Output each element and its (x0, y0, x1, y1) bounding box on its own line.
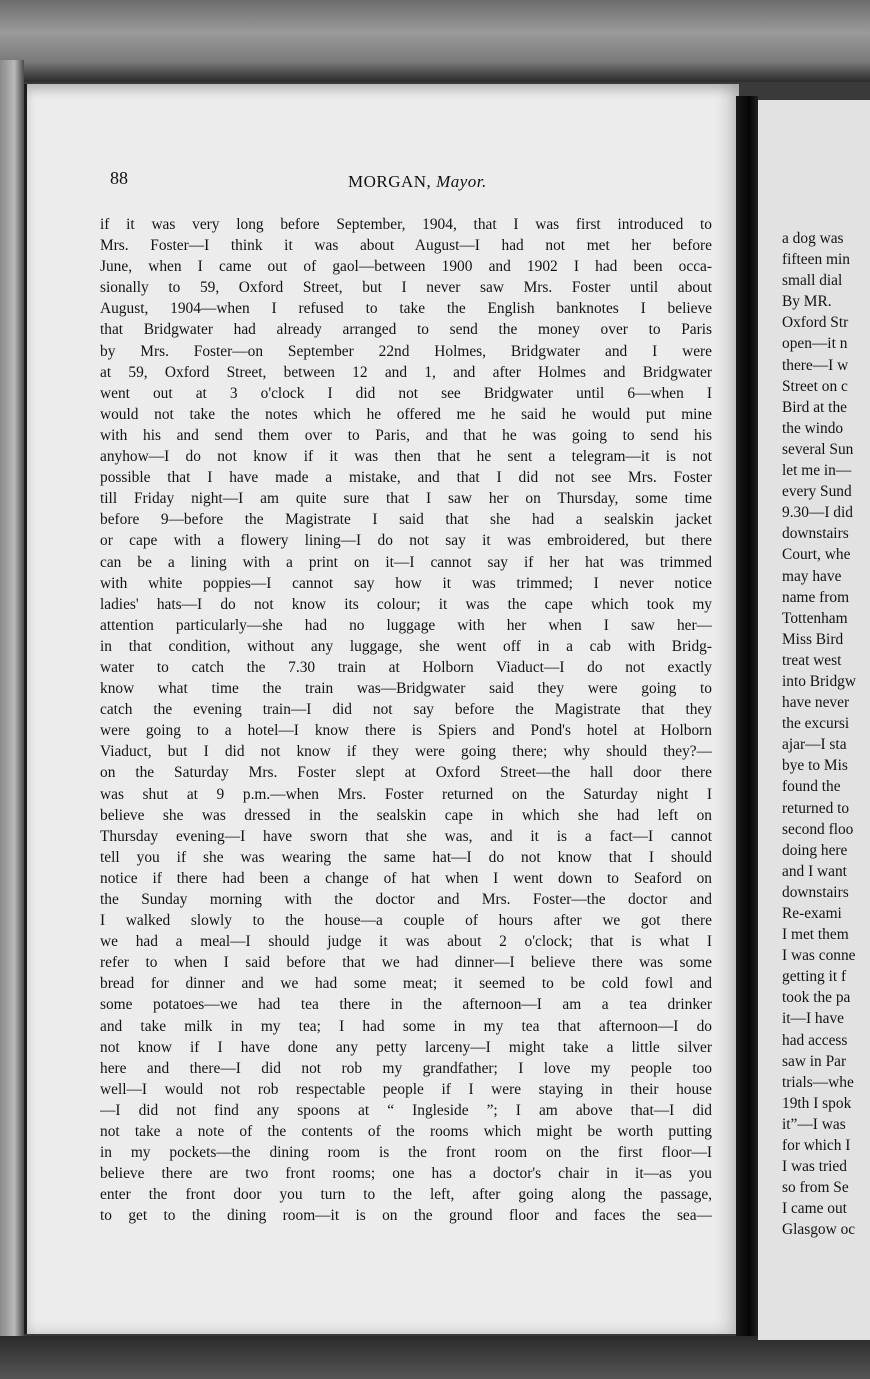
text-line: Mrs. Foster—I think it was about August—I had not met her before (100, 237, 712, 255)
text-line: notice if there had been a change of hat when I went down to Seaford on (100, 869, 712, 887)
book-page-right (758, 100, 870, 1340)
text-line: know what time the train was—Bridgwater said they were going to (100, 680, 712, 698)
right-page-line: every Sund (782, 483, 852, 501)
page-header (110, 168, 730, 198)
scan-background-top (0, 0, 870, 82)
right-page-line: downstairs (782, 883, 849, 901)
right-page-line: found the (782, 778, 841, 796)
text-line: in my pockets—the dining room is the front room on the first floor—I (100, 1144, 712, 1162)
text-line: that Bridgwater had already arranged to send the money over to Paris (100, 321, 712, 339)
text-line: the Sunday morning with the doctor and Mrs. Foster—the doctor and (100, 891, 712, 908)
right-page-line: Bird at the (782, 398, 847, 416)
text-line: by Mrs. Foster—on September 22nd Holmes, Bridgwater and I were (100, 342, 712, 360)
text-line: can be a lining with a print on it—I cannot say if her hat was trimmed (100, 553, 712, 571)
right-page-line: downstairs (782, 525, 849, 543)
text-line: ladies' hats—I do not know its colour; it was the cape which took my (100, 595, 712, 613)
right-page-line: the windo (782, 419, 844, 437)
right-page-line: have never (782, 694, 850, 712)
right-page-line: open—it n (782, 335, 848, 353)
right-page-line: Court, whe (782, 546, 851, 564)
text-line: well—I would not rob respectable people if I were staying in their house (100, 1080, 712, 1098)
right-page-line: let me in— (782, 462, 852, 480)
right-page-line: 9.30—I did (782, 504, 853, 522)
text-line: enter the front door you turn to the left, after going along the passage, (100, 1186, 712, 1204)
book-gutter (736, 96, 758, 1336)
right-page-line: returned to (782, 799, 850, 817)
right-page-line: had access (782, 1031, 848, 1049)
right-page-line: second floo (782, 820, 854, 838)
right-page-line: Re-exami (782, 905, 842, 922)
right-page-line: several Sun (782, 440, 854, 458)
text-line: before 9—before the Magistrate I said that she had a sealskin jacket (100, 511, 712, 529)
running-head (348, 172, 487, 192)
text-line: not take a note of the contents of the rooms which might be worth putting (100, 1123, 712, 1141)
text-line: not know if I have done any petty larceny—I might take a little silver (100, 1038, 712, 1056)
right-page-line: may have (782, 567, 842, 585)
text-line: June, when I came out of gaol—between 1900 and 1902 I had been occa- (100, 258, 712, 276)
right-page-line: Street on c (782, 377, 848, 395)
text-line: if it was very long before September, 1904, that I was first introduced to (100, 216, 712, 233)
right-page-line: a dog was (782, 230, 844, 247)
right-page-line: ajar—I sta (782, 736, 847, 754)
text-line: I walked slowly to the house—a couple of hours after we got there (100, 912, 712, 930)
text-line: Viaduct, but I did not know if they were going there; why should they?— (100, 743, 712, 761)
running-head-title: Mayor. (436, 172, 487, 191)
text-line: and take milk in my tea; I had some in my tea that afternoon—I do (100, 1017, 712, 1035)
right-page-line: there—I w (782, 356, 849, 374)
text-line: in that condition, without any luggage, she went off in a cab with Bridg- (100, 637, 712, 655)
text-line: tell you if she was wearing the same hat—I do not know that I should (100, 848, 712, 866)
text-line: anyhow—I do not know if it was then that he sent a telegram—it is not (100, 448, 712, 466)
text-line: with white poppies—I cannot say how it was trimmed; I never notice (100, 574, 712, 592)
right-page-line: getting it f (782, 968, 847, 986)
right-page-line: it—I have (782, 1010, 844, 1028)
text-line: believe there are two front rooms; one has a doctor's chair in it—as you (100, 1165, 712, 1183)
text-line: went out at 3 o'clock I did not see Bridgwater until 6—when I (100, 384, 712, 402)
body-text (100, 214, 712, 1227)
text-line: on the Saturday Mrs. Foster slept at Oxford Street—the hall door there (100, 764, 712, 782)
right-page-line: saw in Par (782, 1052, 847, 1070)
text-line: possible that I have made a mistake, and that I did not see Mrs. Foster (100, 469, 712, 487)
right-page-line: Miss Bird (782, 630, 844, 648)
text-line: Thursday evening—I have sworn that she was, and it is a fact—I cannot (100, 827, 712, 845)
text-line: at 59, Oxford Street, between 12 and 1, and after Holmes and Bridgwater (100, 363, 712, 381)
right-page-line: took the pa (782, 989, 851, 1007)
page-number: 88 (110, 168, 128, 188)
text-line: till Friday night—I am quite sure that I saw her on Thursday, some time (100, 490, 712, 508)
right-page-line: small dial (782, 272, 843, 290)
right-page-line: into Bridgw (782, 672, 856, 690)
right-page-line: bye to Mis (782, 757, 848, 775)
right-page-line: I was conne (782, 947, 856, 965)
text-line: August, 1904—when I refused to take the English banknotes I believe (100, 300, 712, 318)
text-line: believe she was dressed in the sealskin cape in which she had left on (100, 806, 712, 824)
right-page-line: I was tried (782, 1158, 847, 1176)
text-line: some potatoes—we had tea there in the afternoon—I am a tea drinker (100, 996, 712, 1014)
right-page-line: doing here (782, 841, 848, 859)
right-page-line: and I want (782, 862, 847, 880)
running-head-name: MORGAN, (348, 172, 437, 191)
right-page-line: By MR. (782, 293, 832, 311)
text-line: catch the evening train—I did not say before the Magistrate that they (100, 701, 712, 719)
right-page-line: Oxford Str (782, 314, 849, 332)
text-line: sionally to 59, Oxford Street, but I never saw Mrs. Foster until about (100, 279, 712, 297)
right-page-line: the excursi (782, 715, 850, 733)
right-page-line: I met them (782, 926, 849, 944)
text-line: water to catch the 7.30 train at Holborn Viaduct—I do not exactly (100, 658, 712, 676)
right-page-line: name from (782, 588, 850, 606)
right-page-line: fifteen min (782, 251, 850, 269)
text-line: to get to the dining room—it is on the ground floor and faces the sea— (100, 1207, 712, 1225)
text-line: here and there—I did not rob my grandfather; I love my people too (100, 1059, 712, 1077)
text-line: refer to when I said before that we had dinner—I believe there was some (100, 954, 712, 972)
right-page-line: so from Se (782, 1179, 849, 1197)
right-page-line: Tottenham (782, 609, 848, 627)
scan-background-left (0, 60, 24, 1379)
text-line: were going to a hotel—I know there is Spiers and Pond's hotel at Holborn (100, 722, 712, 740)
right-page-line: treat west (782, 651, 842, 669)
right-page-text (782, 228, 870, 1241)
right-page-line: for which I (782, 1137, 851, 1155)
text-line: or cape with a flowery lining—I do not say it was embroidered, but there (100, 532, 712, 550)
right-page-line: it”—I was (782, 1115, 846, 1133)
right-page-line: trials—whe (782, 1073, 854, 1091)
right-page-line: I came out (782, 1200, 847, 1218)
scan-background-bottom (0, 1336, 870, 1379)
text-line: attention particularly—she had no luggage with her when I saw her— (100, 616, 712, 634)
text-line: with his and send them over to Paris, and that he was going to send his (100, 426, 712, 444)
right-page-line: 19th I spok (782, 1094, 852, 1112)
text-line: —I did not find any spoons at “ Ingleside ”; I am above that—I did (100, 1101, 712, 1119)
text-line: bread for dinner and we had some meat; it seemed to be cold fowl and (100, 975, 712, 993)
right-page-line: Glasgow oc (782, 1221, 856, 1239)
text-line: was shut at 9 p.m.—when Mrs. Foster returned on the Saturday night I (100, 785, 712, 803)
text-line: we had a meal—I should judge it was about 2 o'clock; that is what I (100, 933, 712, 951)
text-line: would not take the notes which he offered me he said he would put mine (100, 405, 712, 423)
